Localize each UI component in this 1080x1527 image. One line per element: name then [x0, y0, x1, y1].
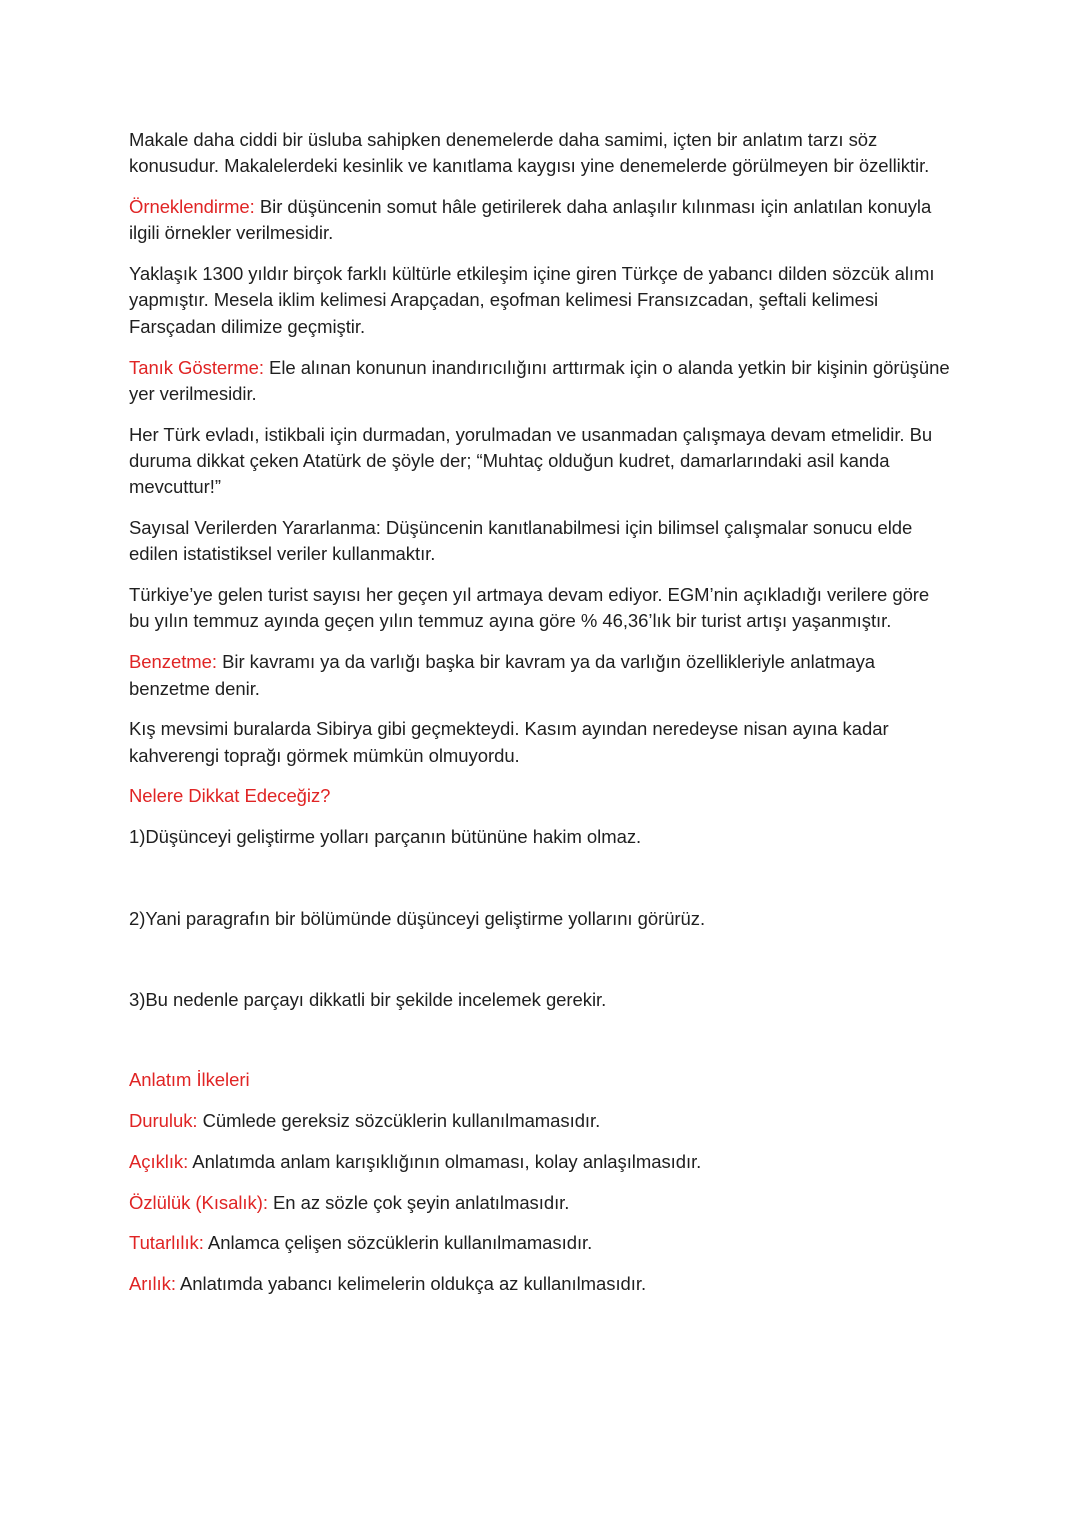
dikkat-heading: Nelere Dikkat Edeceğiz?	[129, 785, 331, 807]
orneklendirme-example: Yaklaşık 1300 yıldır birçok farklı kültürle etkileşim içine giren Türkçe de yabancı dilden sözcük alımı yapmıştır. Mesela iklim kelimesi Arapçadan, eşofman kelimesi Fransızcadan, şeftali kelimesi Farsçadan dilimize geçmiştir.	[129, 263, 935, 337]
dikkat-item-1: 1)Düşünceyi geliştirme yolları parçanın bütününe hakim olmaz.	[129, 826, 642, 848]
ilke-tutarlilik	[129, 1230, 950, 1256]
sayisal-veriler-example: Türkiye’ye gelen turist sayısı her geçen yıl artmaya devam ediyor. EGM’nin açıkladığı verilere göre bu yılın temmuz ayında geçen yılın temmuz ayına göre % 46,36’lık bir turist artışı yaşanmıştır.	[129, 584, 930, 632]
ilke-definition: Anlamca çelişen sözcüklerin kullanılmamasıdır.	[203, 1232, 593, 1254]
benzetme-definition	[129, 649, 950, 702]
ilke-term: Duruluk:	[129, 1109, 198, 1131]
orneklendirme-definition-text: Bir düşüncenin somut hâle getirilerek daha anlaşılır kılınması için anlatılan konuyla ilgili örnekler verilmesidir.	[129, 196, 932, 244]
tanik-gosterme-example: Her Türk evladı, istikbali için durmadan, yorulmadan ve usanmadan çalışmaya devam etmelidir. Bu duruma dikkat çeken Atatürk de şöyle der; “Muhtaç olduğun kudret, damarlarındaki asil kanda mevcuttur!”	[129, 423, 933, 498]
makale-deneme-paragraph: Makale daha ciddi bir üsluba sahipken denemelerde daha samimi, içten bir anlatım tarzı söz konusudur. Makalelerdeki kesinlik ve kanıtlama kaygısı yine denemelerde görülmeyen bir özelliktir.	[129, 129, 930, 177]
ilke-duruluk	[129, 1108, 950, 1134]
dikkat-item-3: 3)Bu nedenle parçayı dikkatli bir şekilde incelemek gerekir.	[129, 988, 607, 1010]
tanik-gosterme-definition	[129, 355, 950, 408]
ilke-definition: Anlatımda anlam karışıklığının olmaması, kolay anlaşılmasıdır.	[188, 1150, 702, 1172]
benzetme-example: Kış mevsimi buralarda Sibirya gibi geçmekteydi. Kasım ayından neredeyse nisan ayına kadar kahverengi toprağı görmek mümkün olmuyordu.	[129, 718, 889, 766]
tanik-gosterme-term: Tanık Gösterme:	[129, 356, 264, 378]
ilke-aciklik	[129, 1149, 950, 1175]
benzetme-term: Benzetme:	[129, 651, 217, 673]
ilke-term: Arılık:	[129, 1273, 176, 1295]
orneklendirme-term: Örneklendirme:	[129, 196, 255, 218]
ilke-term: Açıklık:	[129, 1150, 189, 1172]
tanik-gosterme-definition-text: Ele alınan konunun inandırıcılığını arttırmak için o alanda yetkin bir kişinin görüşüne yer verilmesidir.	[129, 356, 950, 404]
ilke-definition: Cümlede gereksiz sözcüklerin kullanılmamasıdır.	[197, 1109, 601, 1131]
benzetme-definition-text: Bir kavramı ya da varlığı başka bir kavram ya da varlığın özellikleriyle anlatmaya benzetme denir.	[129, 651, 876, 699]
anlatim-ilkeleri-heading: Anlatım İlkeleri	[129, 1069, 250, 1091]
ilke-definition: En az sözle çok şeyin anlatılmasıdır.	[267, 1191, 570, 1213]
sayisal-veriler-definition: Sayısal Verilerden Yararlanma: Düşüncenin kanıtlanabilmesi için bilimsel çalışmalar sonucu elde edilen istatistiksel veriler kullanmaktır.	[129, 517, 913, 565]
ilke-definition: Anlatımda yabancı kelimelerin oldukça az kullanılmasıdır.	[175, 1273, 647, 1295]
dikkat-item-2: 2)Yani paragrafın bir bölümünde düşünceyi geliştirme yollarını görürüz.	[129, 907, 706, 929]
ilke-ozluluk	[129, 1190, 950, 1216]
ilke-term: Tutarlılık:	[129, 1232, 204, 1254]
ilke-term: Özlülük (Kısalık):	[129, 1191, 268, 1213]
orneklendirme-definition	[129, 194, 950, 247]
ilke-arilik	[129, 1271, 950, 1297]
